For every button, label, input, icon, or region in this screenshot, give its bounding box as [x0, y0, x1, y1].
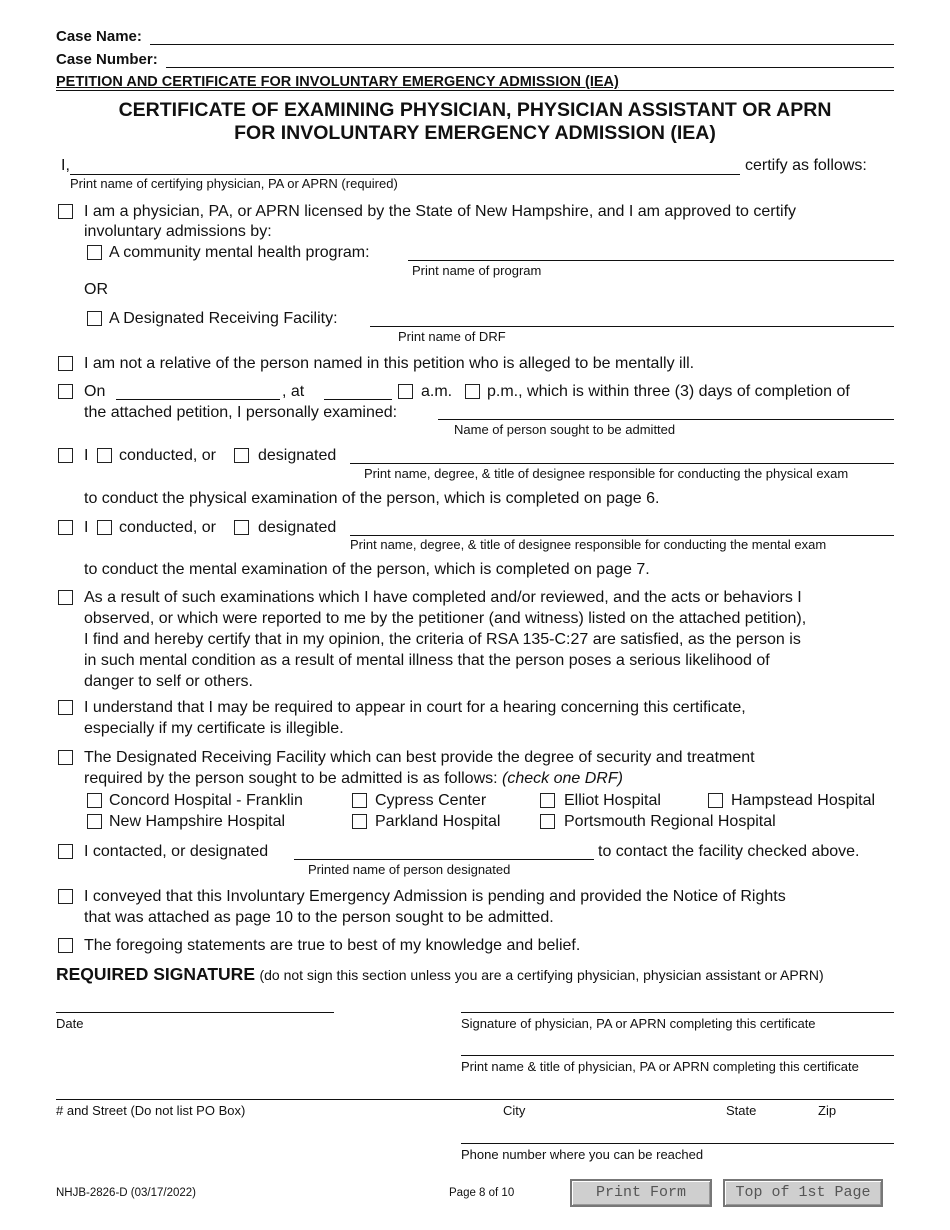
- address-field[interactable]: [56, 1099, 894, 1100]
- drf-option-nhh: New Hampshire Hospital: [109, 813, 286, 830]
- mental-designee-field[interactable]: [350, 535, 894, 536]
- court-line2: especially if my certificate is illegible.: [84, 720, 344, 737]
- drf-option-concord-checkbox[interactable]: [87, 793, 102, 808]
- physical-conducted-checkbox[interactable]: [97, 448, 112, 463]
- cmhp-checkbox[interactable]: [87, 245, 102, 260]
- case-number-label: Case Number:: [56, 51, 158, 68]
- contacted-caption: Printed name of person designated: [308, 862, 511, 877]
- exam-date-field[interactable]: [116, 399, 280, 400]
- contacted-name-field[interactable]: [294, 859, 594, 860]
- mental-designee-caption: Print name, degree, & title of designee responsible for conducting the mental exam: [350, 537, 827, 552]
- pm-label: p.m., which is within three (3) days of completion of: [487, 383, 850, 400]
- contacted-prefix: I contacted, or designated: [84, 843, 269, 860]
- print-name-field[interactable]: [461, 1055, 894, 1056]
- phone-field[interactable]: [461, 1143, 894, 1144]
- person-name-field[interactable]: [438, 419, 894, 420]
- drf-option-elliot-checkbox[interactable]: [540, 793, 555, 808]
- mental-conducted-label: conducted, or: [119, 519, 216, 536]
- court-line1: I understand that I may be required to appear in court for a hearing concerning this certificate,: [84, 699, 746, 716]
- mental-conducted-checkbox[interactable]: [97, 520, 112, 535]
- drf-option-hampstead: Hampstead Hospital: [731, 792, 876, 809]
- petition-title: PETITION AND CERTIFICATE FOR INVOLUNTARY EMERGENCY ADMISSION (IEA): [56, 74, 619, 90]
- print-form-button[interactable]: Print Form: [570, 1179, 712, 1207]
- am-checkbox[interactable]: [398, 384, 413, 399]
- mental-i: I: [84, 519, 89, 536]
- result-line5: danger to self or others.: [84, 673, 253, 690]
- examined-on: On: [84, 383, 106, 400]
- cmhp-caption: Print name of program: [412, 263, 542, 278]
- physical-designated-label: designated: [258, 447, 337, 464]
- signature-field[interactable]: [461, 1012, 894, 1013]
- examined-line2: the attached petition, I personally examined:: [84, 404, 398, 421]
- header-divider: [56, 90, 894, 91]
- certifier-name-field[interactable]: [70, 174, 740, 175]
- form-id: NHJB-2826-D (03/17/2022): [56, 1187, 196, 1199]
- drf-option-parkland: Parkland Hospital: [375, 813, 501, 830]
- street-caption: # and Street (Do not list PO Box): [56, 1103, 246, 1118]
- certifier-name-caption: Print name of certifying physician, PA or APRN (required): [70, 176, 398, 191]
- zip-caption: Zip: [818, 1103, 837, 1118]
- mental-followup: to conduct the mental examination of the person, which is completed on page 7.: [84, 561, 650, 578]
- result-line1: As a result of such examinations which I have completed and/or reviewed, and the acts or behaviors I: [84, 589, 802, 606]
- drf-option-cypress: Cypress Center: [375, 792, 487, 809]
- case-name-field[interactable]: [150, 44, 894, 45]
- signature-heading-row: [56, 964, 824, 985]
- drf-option-portsmouth-checkbox[interactable]: [540, 814, 555, 829]
- drf-select-line1: The Designated Receiving Facility which can best provide the degree of security and treatment: [84, 749, 755, 766]
- not-relative-text: I am not a relative of the person named in this petition who is alleged to be mentally ill.: [84, 355, 695, 372]
- drf-option-parkland-checkbox[interactable]: [352, 814, 367, 829]
- certify-suffix: certify as follows:: [745, 157, 867, 174]
- result-line3: I find and hereby certify that in my opinion, the criteria of RSA 135-C:27 are satisfied, as the person is: [84, 631, 801, 648]
- physical-followup: to conduct the physical examination of the person, which is completed on page 6.: [84, 490, 660, 507]
- licensed-text-1: I am a physician, PA, or APRN licensed by the State of New Hampshire, and I am approved to certify: [84, 203, 797, 220]
- state-caption: State: [726, 1103, 757, 1118]
- exam-time-field[interactable]: [324, 399, 392, 400]
- pm-checkbox[interactable]: [465, 384, 480, 399]
- date-field[interactable]: [56, 1012, 334, 1013]
- page-number: Page 8 of 10: [449, 1187, 515, 1199]
- drf-caption: Print name of DRF: [398, 329, 506, 344]
- signature-caption: Signature of physician, PA or APRN completing this certificate: [461, 1016, 816, 1031]
- city-caption: City: [503, 1103, 526, 1118]
- drf-label: A Designated Receiving Facility:: [109, 310, 338, 327]
- conveyed-line1: I conveyed that this Involuntary Emergency Admission is pending and provided the Notice of Rights: [84, 888, 786, 905]
- drf-checkbox[interactable]: [87, 311, 102, 326]
- cmhp-name-field[interactable]: [408, 260, 894, 261]
- contacted-suffix: to contact the facility checked above.: [598, 843, 860, 860]
- physical-checkbox[interactable]: [58, 448, 73, 463]
- drf-option-hampstead-checkbox[interactable]: [708, 793, 723, 808]
- result-checkbox[interactable]: [58, 590, 73, 605]
- physical-designee-caption: Print name, degree, & title of designee responsible for conducting the physical exam: [364, 466, 849, 481]
- foregoing-text: The foregoing statements are true to best of my knowledge and belief.: [84, 937, 581, 954]
- form-title-line1: CERTIFICATE OF EXAMINING PHYSICIAN, PHYSICIAN ASSISTANT OR APRN: [118, 99, 832, 121]
- drf-option-portsmouth: Portsmouth Regional Hospital: [564, 813, 776, 830]
- examined-checkbox[interactable]: [58, 384, 73, 399]
- conveyed-line2: that was attached as page 10 to the person sought to be admitted.: [84, 909, 554, 926]
- top-of-first-page-button[interactable]: Top of 1st Page: [723, 1179, 883, 1207]
- drf-option-cypress-checkbox[interactable]: [352, 793, 367, 808]
- case-number-field[interactable]: [166, 67, 894, 68]
- examined-at: , at: [282, 383, 305, 400]
- phone-caption: Phone number where you can be reached: [461, 1147, 704, 1162]
- form-title-line2: FOR INVOLUNTARY EMERGENCY ADMISSION (IEA): [234, 122, 716, 144]
- drf-option-concord: Concord Hospital - Franklin: [109, 792, 303, 809]
- or-label: OR: [84, 281, 108, 298]
- physical-designee-field[interactable]: [350, 463, 894, 464]
- mental-checkbox[interactable]: [58, 520, 73, 535]
- cmhp-label: A community mental health program:: [109, 244, 370, 261]
- certify-prefix: I,: [61, 157, 70, 174]
- drf-select-line2: required by the person sought to be admitted is as follows: (check one DRF): [84, 770, 623, 787]
- contacted-checkbox[interactable]: [58, 844, 73, 859]
- court-checkbox[interactable]: [58, 700, 73, 715]
- drf-name-field[interactable]: [370, 326, 894, 327]
- signature-heading: REQUIRED SIGNATURE: [56, 964, 255, 984]
- drf-option-elliot: Elliot Hospital: [564, 792, 661, 809]
- drf-select-checkbox[interactable]: [58, 750, 73, 765]
- foregoing-checkbox[interactable]: [58, 938, 73, 953]
- mental-designated-checkbox[interactable]: [234, 520, 249, 535]
- result-line4: in such mental condition as a result of mental illness that the person poses a serious likelihood of: [84, 652, 770, 669]
- signature-note: (do not sign this section unless you are a certifying physician, physician assistant or APRN): [259, 967, 824, 983]
- print-name-caption: Print name & title of physician, PA or APRN completing this certificate: [461, 1059, 859, 1074]
- conveyed-checkbox[interactable]: [58, 889, 73, 904]
- mental-designated-label: designated: [258, 519, 337, 536]
- licensed-checkbox[interactable]: [58, 204, 73, 219]
- drf-option-nhh-checkbox[interactable]: [87, 814, 102, 829]
- date-caption: Date: [56, 1016, 84, 1031]
- physical-designated-checkbox[interactable]: [234, 448, 249, 463]
- physical-conducted-label: conducted, or: [119, 447, 216, 464]
- case-name-label: Case Name:: [56, 28, 142, 45]
- physical-i: I: [84, 447, 89, 464]
- licensed-text-2: involuntary admissions by:: [84, 223, 272, 240]
- person-name-caption: Name of person sought to be admitted: [454, 422, 676, 437]
- not-relative-checkbox[interactable]: [58, 356, 73, 371]
- am-label: a.m.: [421, 383, 453, 400]
- result-line2: observed, or which were reported to me by the petitioner (and witness) listed on the attached petition),: [84, 610, 807, 627]
